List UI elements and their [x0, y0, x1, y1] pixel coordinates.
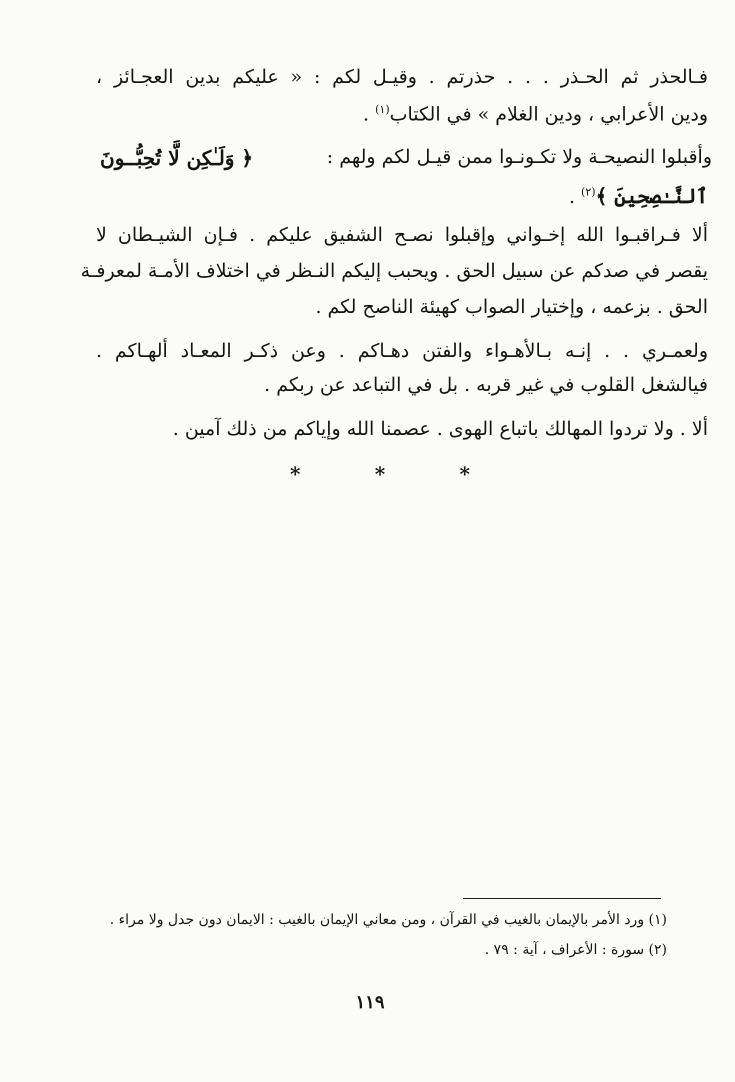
footnote-2: (٢) سورة : الأعراف ، آية : ٧٩ .: [484, 942, 667, 958]
paragraph-text: .: [568, 186, 575, 208]
paragraph-line: [96, 103, 708, 125]
footnote-ref: (٢): [581, 185, 596, 199]
paragraph-line: ألا فـراقبـوا الله إخـواني وإقبلوا نصـح الشفيق عليكم . فـإن الشيـطان لا: [96, 224, 708, 246]
paragraph-line: ولعمـري . . إنـه بـالأهـواء والفتن دهـاكم . وعن ذكـر المعـاد ألهـاكم .: [96, 340, 708, 362]
paragraph-text: ودين الأعرابي ، ودين الغلام » في الكتاب: [389, 103, 708, 126]
paragraph-text: وأقبلوا النصيحـة ولا تكـونـوا ممن قيـل لكم ولهم :: [326, 146, 712, 168]
section-separator: [290, 462, 470, 486]
paragraph-line: [100, 146, 712, 170]
paragraph-line: يقصر في صدكم عن سبيل الحق . ويحبب إليكم النـظر في اختلاف الأمـة لمعرفـة: [80, 260, 708, 282]
paragraph-line: ألا . ولا تردوا المهالك باتباع الهوى . عصمنا الله وإياكم من ذلك آمين .: [172, 418, 708, 440]
separator-star: *: [374, 462, 386, 486]
paragraph-line: [96, 184, 708, 208]
footnote-1: (١) ورد الأمر بالإيمان بالغيب في القرآن ، ومن معاني الإيمان بالغيب : الايمان دون جدل ولا مراء .: [109, 912, 667, 928]
footnote-divider: [463, 898, 661, 899]
paragraph-line: فـالحذر ثم الحـذر . . . حذرتم . وقيـل لكم : « عليكم بدين العجـائز ،: [96, 66, 708, 88]
paragraph-line: الحق . بزعمه ، وإختيار الصواب كهيئة الناصح لكم .: [315, 296, 708, 318]
paragraph-text: .: [363, 103, 370, 126]
page-number: ١١٩: [355, 992, 385, 1013]
footnote-ref: (١): [375, 103, 390, 116]
separator-star: *: [459, 462, 470, 486]
quran-verse: ٱلنَّـٰصِحِينَ ﴾: [595, 184, 708, 208]
quran-verse: ﴿ وَلَـٰكِن لَّا تُحِبُّــونَ: [100, 146, 254, 170]
paragraph-line: فيالشغل القلوب في غير قربه . بل في التباعد عن ربكم .: [264, 374, 708, 396]
separator-star: *: [290, 462, 301, 486]
